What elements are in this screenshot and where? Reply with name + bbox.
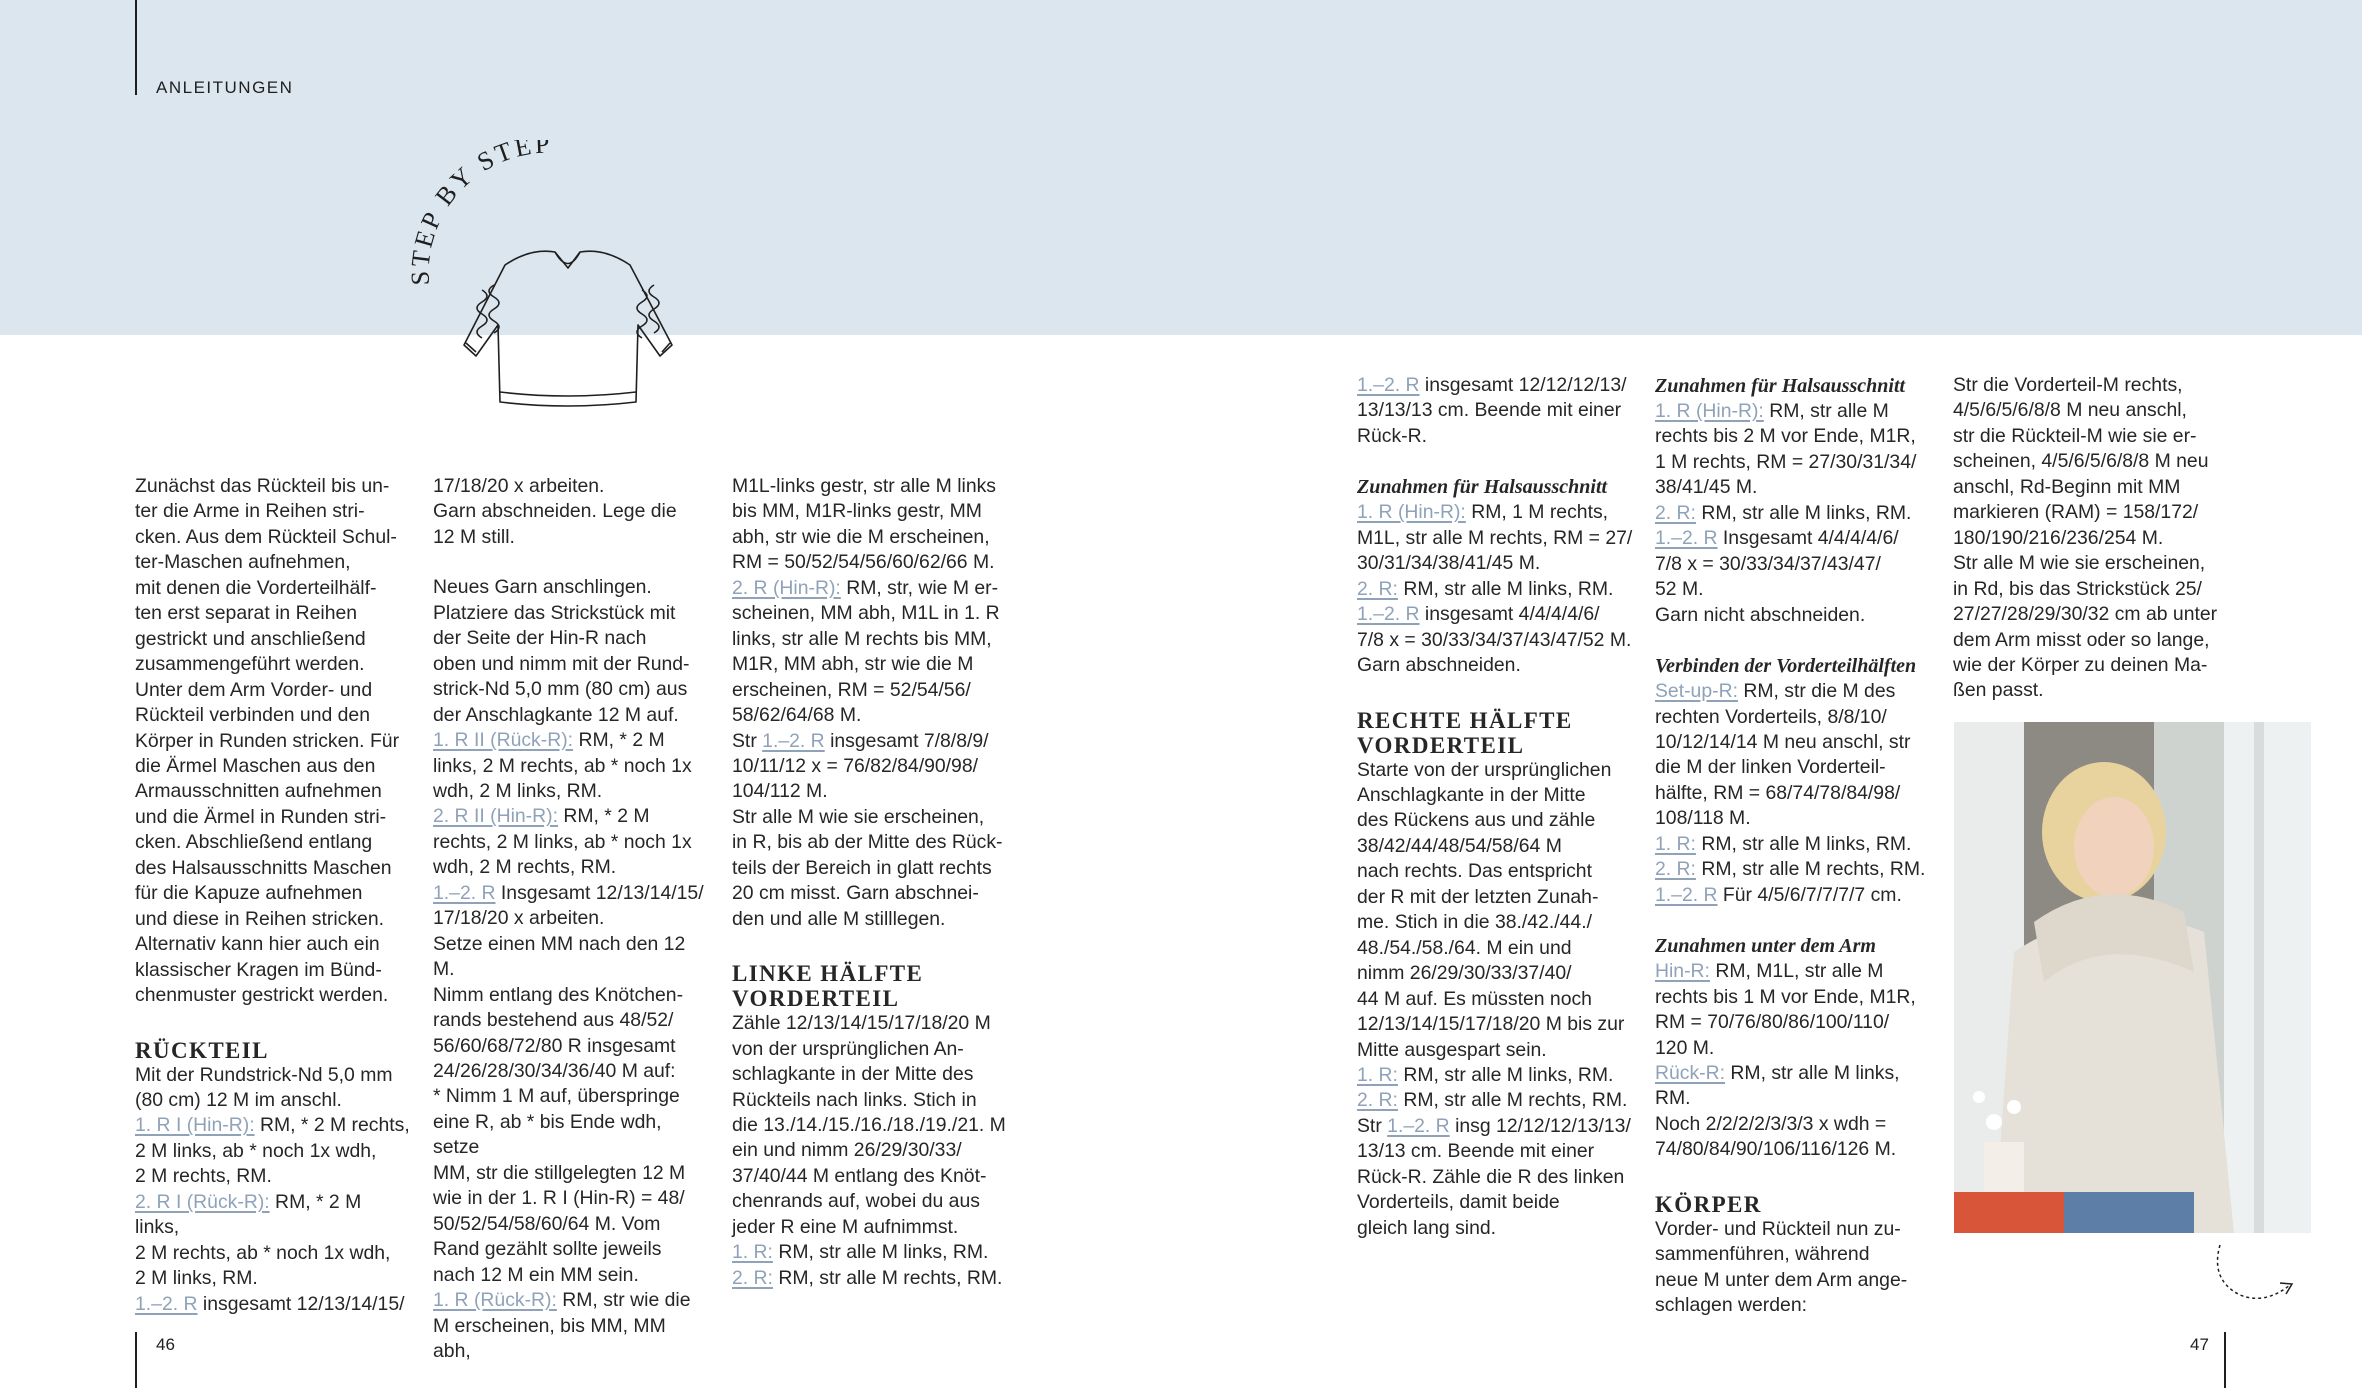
instruction-text: RM, str alle M rechts, RM.	[772, 1266, 1003, 1289]
header-rule	[135, 0, 137, 95]
text-column-5	[1655, 373, 1935, 1319]
instruction-text: RM, str alle M links, RM. Noch 2/2/2/2/3/3/3 x wdh = 74/80/84/90/106/116/126 M.	[1655, 1061, 1900, 1161]
instruction-text: insgesamt 7/8/8/9/ 10/11/12 x = 76/82/84/90/98/ 104/112 M. Str alle M wie sie erscheinen, in R, bis ab der Mitte des Rück- teils der Bereich in glatt rechts 20 cm misst. Garn abschnei- den und alle M stilllegen.	[732, 729, 1003, 930]
subsection-heading: Zunahmen für Halsausschnitt	[1357, 476, 1608, 499]
instruction-row	[1655, 832, 1935, 857]
instruction-row	[433, 804, 708, 880]
instruction-row	[1357, 1088, 1637, 1113]
paragraph-gap	[135, 1009, 410, 1034]
row-label: 1.–2. R	[762, 729, 825, 752]
page-number-left: 46	[156, 1335, 175, 1354]
instruction-row	[732, 1240, 1012, 1265]
instruction-text: RM, str, wie M er- scheinen, MM abh, M1L in 1. R links, str alle M rechts bis MM, M1R, MM abh, str wie die M erscheinen, RM = 52/54/56/ 58/62/64/68 M.	[732, 576, 1000, 727]
text-column-6	[1953, 373, 2233, 704]
instruction-text: RM, str alle M links, RM.	[1695, 501, 1912, 524]
instruction-text: RM, * 2 M rechts, 2 M links, ab * noch 1x wdh, 2 M rechts, RM.	[135, 1114, 410, 1188]
instruction-row	[1357, 577, 1637, 602]
paragraph-gap	[1655, 628, 1935, 653]
instruction-row	[1655, 679, 1935, 832]
subsection-heading: Verbinden der Vorderteilhälften	[1655, 655, 1917, 678]
row-label: 2. R I (Rück-R):	[135, 1190, 270, 1213]
instruction-row	[1655, 399, 1935, 501]
instruction-prefix: Str	[1357, 1114, 1388, 1137]
instruction-text: RM, str alle M links, RM.	[1397, 1063, 1614, 1086]
instruction-text: RM, str alle M rechts, RM.	[1695, 858, 1926, 881]
text-column-1	[135, 474, 410, 1317]
row-label: 1.–2. R	[1655, 883, 1718, 906]
row-label: 1. R (Hin-R):	[1655, 400, 1764, 422]
row-label: 2. R:	[732, 1266, 773, 1289]
next-page-arrow-icon	[2210, 1235, 2300, 1315]
body-paragraph: Starte von der ursprünglichen Anschlagkante in der Mitte des Rückens aus und zähle 38/42/44/48/54/58/64 M nach rechts. Das entspricht der R mit der letzten Zunah- me. Stich in die 38./42./44./ 48./54./58./64. M ein und nimm 26/29/30/33/37/40/ 44 M auf. Es müssten noch 12/13/14/15/17/18/20 M bis zur Mitte ausgespart sein.	[1357, 758, 1625, 1061]
body-paragraph: Neues Garn anschlingen. Platziere das Strickstück mit der Seite der Hin-R nach oben und nimm mit der Rund- strick-Nd 5,0 mm (80 cm) aus der Anschlagkante 12 M auf.	[433, 576, 690, 726]
footer-rule-left	[135, 1332, 137, 1388]
instruction-row	[732, 729, 1012, 933]
instruction-text: RM, * 2 M rechts, 2 M links, ab * noch 1x wdh, 2 M rechts, RM.	[433, 805, 692, 879]
instruction-row	[135, 1292, 410, 1317]
woman-in-knitted-hoodie-photo	[1954, 722, 2311, 1233]
instruction-text: RM, str die M des rechten Vorderteils, 8/8/10/ 10/12/14/14 M neu anschl, str die M der linken Vorderteil- hälfte, RM = 68/74/78/84/98/ 108/118 M.	[1655, 680, 1911, 830]
header-band	[0, 0, 2362, 335]
paragraph-gap	[1357, 449, 1637, 474]
svg-text:STEP BY STEP	[410, 140, 553, 286]
instruction-row	[1655, 526, 1935, 628]
instruction-text: Insgesamt 12/13/14/15/ 17/18/20 x arbeiten. Setze einen MM nach den 12 M. Nimm entlang des Knötchen- rands bestehend aus 48/52/ 56/60/68/72/80 R insgesamt 24/26/28/30/34/36/40 M auf: * Nimm 1 M auf, überspringe eine R, ab * bis Ende wdh, setze MM, str die stillgelegten 12 M wie in der 1. R I (Hin-R) = 48/ 50/52/54/58/60/64 M. Vom Rand gezählt sollte jeweils nach 12 M ein MM sein.	[433, 881, 704, 1286]
instruction-row	[1357, 373, 1637, 449]
body-paragraph: Zunächst das Rückteil bis un- ter die Arme in Reihen stri- cken. Aus dem Rückteil Schul- ter-Maschen aufnehmen, mit denen die Vorderteilhälf- ten erst separat in Reihen gestrickt und anschließend zusammengeführt werden. Unter dem Arm Vorder- und Rückteil verbinden und den Körper in Runden stricken. Für die Ärmel Maschen aus den Armausschnitten aufnehmen und die Ärmel in Runden stri- cken. Abschließend entlang des Halsausschnitts Maschen für die Kapuze aufnehmen und diese in Reihen stricken. Alternativ kann hier auch ein klassischer Kragen im Bünd- chenmuster gestrickt werden.	[135, 475, 400, 1007]
subsection-heading: Zunahmen für Halsausschnitt	[1655, 375, 1906, 397]
instruction-text: Insgesamt 4/4/4/4/6/ 7/8 x = 30/33/34/37/43/47/ 52 M. Garn nicht abschneiden.	[1655, 527, 1899, 626]
row-label: 1. R:	[1357, 1063, 1398, 1086]
subsection-heading: Zunahmen unter dem Arm	[1655, 935, 1876, 958]
instruction-row	[1357, 602, 1637, 678]
text-column-2	[433, 474, 708, 1364]
text-column-3	[732, 474, 1012, 1291]
row-label: 1.–2. R	[135, 1292, 198, 1315]
row-label: 1. R (Hin-R):	[1357, 501, 1466, 524]
row-label: 1.–2. R	[1387, 1114, 1450, 1137]
footer-rule-right	[2224, 1332, 2226, 1388]
row-label: 1.–2. R	[1655, 527, 1718, 550]
instruction-row	[1655, 883, 1935, 908]
row-label: 1. R II (Rück-R):	[433, 729, 574, 752]
body-paragraph: Vorder- und Rückteil nun zu- sammenführen, während neue M unter dem Arm ange- schlagen werden:	[1655, 1217, 1908, 1317]
row-label: 2. R:	[1357, 1089, 1398, 1112]
instruction-text: RM, str alle M links, RM.	[772, 1241, 989, 1264]
instruction-text: RM, 1 M rechts, M1L, str alle M rechts, RM = 27/ 30/31/34/38/41/45 M.	[1357, 501, 1633, 575]
row-label: 1. R I (Hin-R):	[135, 1114, 255, 1137]
instruction-text: RM, str alle M rechts, RM.	[1397, 1089, 1628, 1112]
section-heading: RÜCKTEIL	[135, 1037, 269, 1063]
row-label: Hin-R:	[1655, 960, 1710, 983]
instruction-text: insgesamt 12/13/14/15/	[197, 1292, 405, 1315]
instruction-row	[135, 1113, 410, 1189]
row-label: Set-up-R:	[1655, 680, 1738, 703]
instruction-text: RM, str alle M rechts bis 2 M vor Ende, M1R, 1 M rechts, RM = 27/30/31/34/ 38/41/45 M.	[1655, 400, 1917, 499]
instruction-row	[1357, 1063, 1637, 1088]
paragraph-gap	[1655, 1163, 1935, 1188]
instruction-text: insgesamt 12/12/12/13/ 13/13/13 cm. Beende mit einer Rück-R.	[1357, 374, 1627, 447]
instruction-text: Für 4/5/6/7/7/7/7 cm.	[1717, 883, 1902, 906]
sweater-illustration-icon	[410, 140, 730, 430]
instruction-row	[732, 576, 1012, 729]
instruction-text: RM, M1L, str alle M rechts bis 1 M vor Ende, M1R, RM = 70/76/80/86/100/110/ 120 M.	[1655, 960, 1916, 1059]
instruction-text: insgesamt 4/4/4/4/6/ 7/8 x = 30/33/34/37/43/47/52 M. Garn abschneiden.	[1357, 603, 1632, 677]
row-label: 1.–2. R	[1357, 603, 1420, 626]
row-label: 2. R:	[1357, 577, 1398, 600]
row-label: 1. R:	[1655, 832, 1696, 855]
instruction-text: RM, str alle M links, RM.	[1695, 832, 1912, 855]
instruction-text: RM, str alle M links, RM.	[1397, 577, 1614, 600]
instruction-row	[135, 1190, 410, 1292]
row-label: 1.–2. R	[433, 881, 496, 904]
step-by-step-graphic	[410, 140, 730, 430]
instruction-text: RM, * 2 M links, 2 M rechts, ab * noch 1x wdh, 2 M links, RM.	[433, 729, 692, 802]
instruction-row	[433, 881, 708, 1288]
row-label: Rück-R:	[1655, 1061, 1726, 1084]
text-column-4	[1357, 373, 1637, 1241]
instruction-row	[433, 1288, 708, 1364]
instruction-prefix: Str	[732, 729, 763, 752]
row-label: 2. R:	[1655, 501, 1696, 524]
row-label: 1. R (Rück-R):	[433, 1289, 557, 1312]
row-label: 1.–2. R	[1357, 374, 1420, 396]
paragraph-gap	[1655, 908, 1935, 933]
instruction-row	[1357, 500, 1637, 576]
section-heading: RECHTE HÄLFTE VORDERTEIL	[1357, 707, 1573, 758]
body-paragraph: Str die Vorderteil-M rechts, 4/5/6/5/6/8/8 M neu anschl, str die Rückteil-M wie sie er- scheinen, 4/5/6/5/6/8/8 M neu anschl, Rd-Beginn mit MM markieren (RAM) = 158/172/ 180/190/216/236/254 M. Str alle M wie sie erscheinen, in Rd, bis das Strickstück 25/ 27/27/28/29/30/32 cm ab unter dem Arm misst oder so lange, wie der Körper zu deinen Ma- ßen passt.	[1953, 374, 2218, 702]
section-heading: KÖRPER	[1655, 1191, 1762, 1217]
instruction-row	[1655, 501, 1935, 526]
instruction-text: insg 12/12/12/13/13/ 13/13 cm. Beende mit einer Rück-R. Zähle die R des linken Vorderteils, damit beide gleich lang sind.	[1357, 1114, 1631, 1239]
paragraph-gap	[732, 932, 1012, 957]
paragraph-gap	[1357, 679, 1637, 704]
instruction-row	[1655, 959, 1935, 1061]
page-number-right: 47	[2190, 1335, 2209, 1354]
body-paragraph: Mit der Rundstrick-Nd 5,0 mm (80 cm) 12 M im anschl.	[135, 1063, 393, 1111]
instruction-text: RM, str wie die M erscheinen, bis MM, MM abh,	[433, 1289, 691, 1362]
instruction-row	[433, 728, 708, 804]
instruction-row	[1655, 1061, 1935, 1163]
instruction-row	[1357, 1114, 1637, 1241]
body-paragraph: Zähle 12/13/14/15/17/18/20 M von der ursprünglichen An- schlagkante in der Mitte des Rückteils nach links. Stich in die 13./14./15./16./18./19./21. M ein und nimm 26/29/30/33/ 37/40/44 M entlang des Knöt- chenrands auf, wobei du aus jeder R eine M aufnimmst.	[732, 1012, 1006, 1238]
body-paragraph: 17/18/20 x arbeiten. Garn abschneiden. Lege die 12 M still.	[433, 475, 677, 548]
section-heading: LINKE HÄLFTE VORDERTEIL	[732, 961, 924, 1012]
section-label: ANLEITUNGEN	[156, 78, 294, 97]
row-label: 2. R:	[1655, 858, 1696, 881]
row-label: 2. R (Hin-R):	[732, 576, 841, 599]
row-label: 1. R:	[732, 1241, 773, 1264]
instruction-row	[1655, 857, 1935, 882]
paragraph-gap	[433, 550, 708, 575]
body-paragraph: M1L-links gestr, str alle M links bis MM, M1R-links gestr, MM abh, str wie die M erscheinen, RM = 50/52/54/56/60/62/66 M.	[732, 475, 996, 574]
instruction-row	[732, 1266, 1012, 1291]
row-label: 2. R II (Hin-R):	[433, 805, 558, 828]
instruction-text: RM, * 2 M links, 2 M rechts, ab * noch 1x wdh, 2 M links, RM.	[135, 1190, 391, 1290]
step-by-step-text: EP BY STEP	[410, 140, 553, 251]
